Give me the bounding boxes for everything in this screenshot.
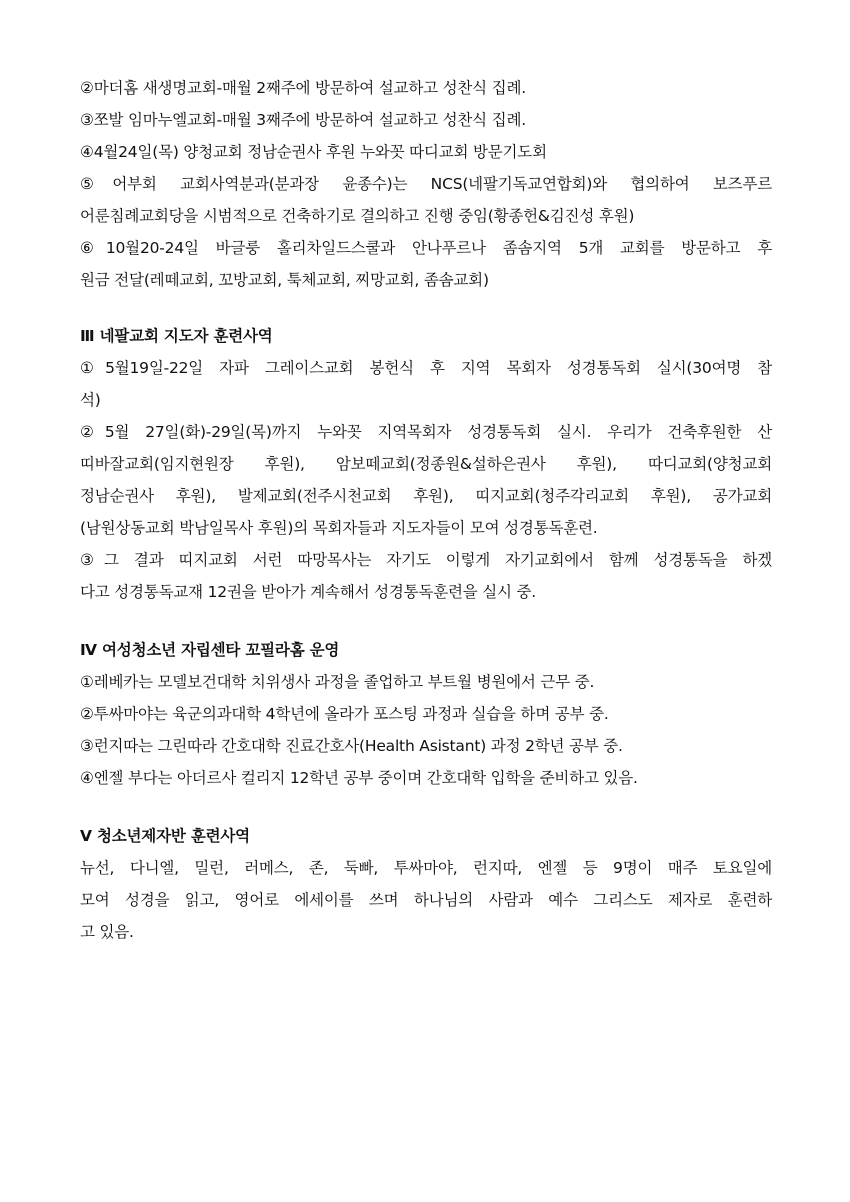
list-item: ⑥10월20-24일 바글룽 홀리차일드스쿨과 안나푸르나 좀솜지역 5개 교회를 방문하고 후 xyxy=(80,239,772,257)
paragraph-line: ①레베카는 모델보건대학 치위생사 과정을 졸업하고 부트월 병원에서 근무 중. xyxy=(80,673,595,691)
section-2-items xyxy=(80,72,772,296)
list-item-continuation: 어룬침례교회당을 시범적으로 건축하기로 결의하고 진행 중임(황종헌&김진성 후원) xyxy=(80,207,635,225)
paragraph-line: 띠바잘교회(임지현원장 후원), 암보떼교회(정종원&설하은권사 후원), 따디교회(양청교회 xyxy=(80,455,772,473)
section-heading: Ⅲ 네팔교회 지도자 훈련사역 xyxy=(80,327,273,345)
paragraph-line: 고 있음. xyxy=(80,923,134,941)
paragraph-line: 석) xyxy=(80,391,101,409)
paragraph-line: ③그 결과 띠지교회 서런 따망목사는 자기도 이렇게 자기교회에서 함께 성경통독을 하겠 xyxy=(80,551,772,569)
paragraph-line: ②5월 27일(화)-29일(목)까지 누와꼿 지역목회자 성경통독회 실시. 우리가 건축후원한 산 xyxy=(80,423,772,441)
section-3 xyxy=(80,320,772,608)
paragraph-line: ③런지따는 그린따라 간호대학 진료간호사(Health Asistant) 과정 2학년 공부 중. xyxy=(80,737,623,755)
paragraph-line: 모여 성경을 읽고, 영어로 에세이를 쓰며 하나님의 사람과 예수 그리스도 제자로 훈련하 xyxy=(80,891,772,909)
paragraph-line: ①5월19일-22일 자파 그레이스교회 봉헌식 후 지역 목회자 성경통독회 실시(30여명 참 xyxy=(80,359,772,377)
paragraph-line: 다고 성경통독교재 12권을 받아가 계속해서 성경통독훈련을 실시 중. xyxy=(80,583,537,601)
list-item: ⑤어부회 교회사역분과(분과장 윤종수)는 NCS(네팔기독교연합회)와 협의하여 보즈푸르 xyxy=(80,175,772,193)
list-item: ③쪼발 임마누엘교회-매월 3째주에 방문하여 설교하고 성찬식 집례. xyxy=(80,111,526,129)
paragraph-line: ②투싸마야는 육군의과대학 4학년에 올라가 포스팅 과정과 실습을 하며 공부 중. xyxy=(80,705,609,723)
paragraph-line: ④엔젤 부다는 아더르사 컬리지 12학년 공부 중이며 간호대학 입학을 준비하고 있음. xyxy=(80,769,638,787)
list-item: ②마더홈 새생명교회-매월 2째주에 방문하여 설교하고 성찬식 집례. xyxy=(80,79,526,97)
section-4 xyxy=(80,634,772,794)
list-item-continuation: 원금 전달(레떼교회, 꼬방교회, 툭체교회, 찌망교회, 좀솜교회) xyxy=(80,271,489,289)
section-heading: Ⅴ 청소년제자반 훈련사역 xyxy=(80,827,250,845)
paragraph-line: 정남순권사 후원), 발제교회(전주시천교회 후원), 띠지교회(청주각리교회 후원), 공가교회 xyxy=(80,487,772,505)
paragraph-line: (남원상동교회 박남일목사 후원)의 목회자들과 지도자들이 모여 성경통독훈련. xyxy=(80,519,598,537)
document-page xyxy=(80,72,772,948)
section-5 xyxy=(80,820,772,948)
list-item: ④4월24일(목) 양청교회 정남순권사 후원 누와꼿 따디교회 방문기도회 xyxy=(80,143,547,161)
paragraph-line: 뉴선, 다니엘, 밀런, 러메스, 존, 둑빠, 투싸마야, 런지따, 엔젤 등 9명이 매주 토요일에 xyxy=(80,859,772,877)
section-heading: Ⅳ 여성청소년 자립센타 꼬필라홈 운영 xyxy=(80,641,340,659)
